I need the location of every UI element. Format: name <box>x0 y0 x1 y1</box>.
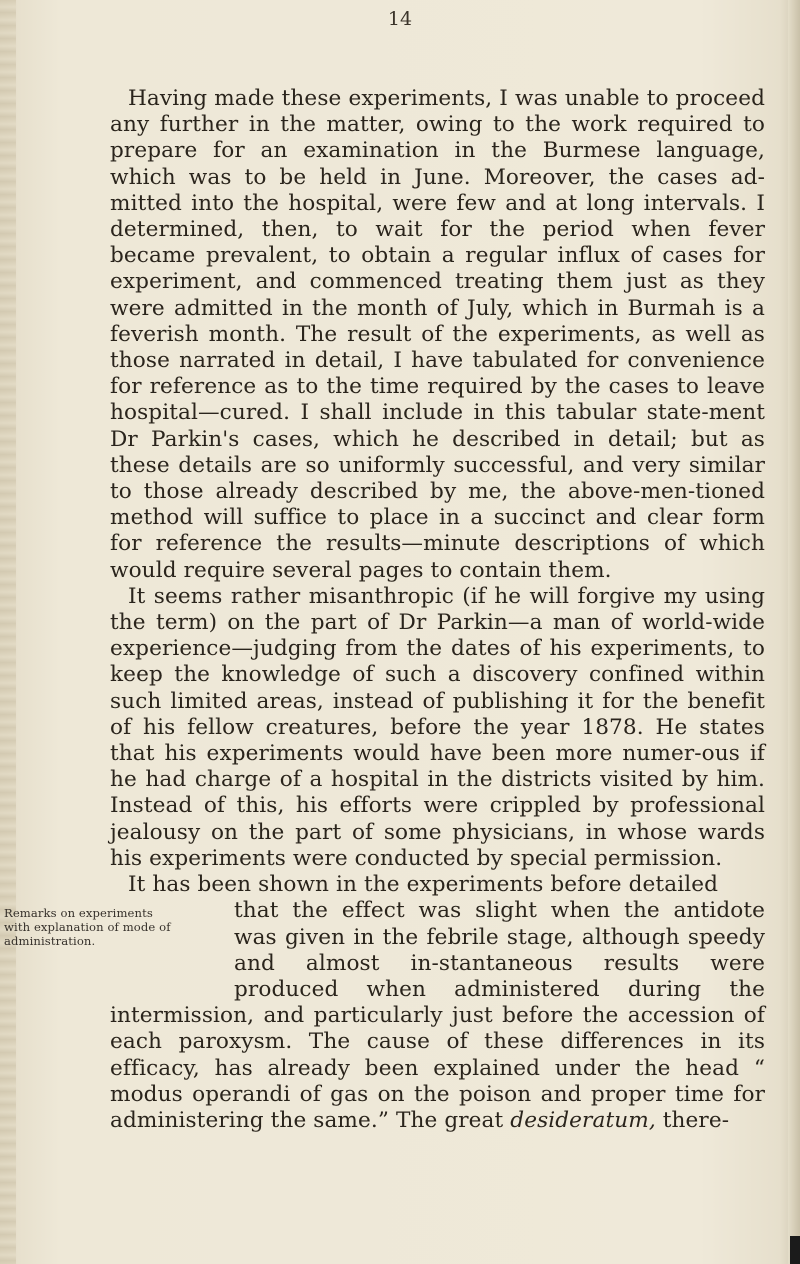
paragraph-3-lead: It has been shown in the experiments before detailed <box>128 872 719 898</box>
page-number: 14 <box>387 8 413 30</box>
paragraph-3-tail: there- <box>655 1107 730 1133</box>
marginal-note-line-3: administration. <box>4 934 96 949</box>
page-corner-mark <box>790 1236 800 1264</box>
paragraph-1: Having made these experiments, I was unable to proceed any further in the matter, owing to the work required to prepare for an examination in the Burmese language, which was to be held in June. Moreover, the cases ad-mitted into the hospital, were few and at long intervals. I determined, then, to wait for the period when fever became prevalent, to obtain a regular influx of cases for experiment, and commenced treating them just as they were admitted in the month of July, which in Burmah is a feverish month. The result of the experiments, as well as those narrated in detail, I have tabulated for convenience for reference as to the time required by the cases to leave hospital—cured. I shall include in this tabular state-ment Dr Parkin's cases, which he described in detail; but as these details are so uniformly successful, and very similar to those already described by me, the above-men-tioned method will suffice to place in a succinct and clear form for reference the results—minute descriptions of which would require several pages to contain them. <box>110 86 765 583</box>
marginal-note-line-1: Remarks on experiments <box>4 906 153 921</box>
body-text <box>4 86 765 1134</box>
marginal-note <box>0 898 220 980</box>
paragraph-3-body: that the effect was slight when the antidote was given in the febrile stage, although speedy and almost in-stantaneous results were produced when administered during the intermission, and particularly just before the accession of each paroxysm. The cause of these differences in its efficacy, has already been explained under the head “ modus operandi of gas on the poison and proper time for administering the same.” The great <box>110 898 765 1133</box>
page-right-edge <box>788 0 800 1264</box>
paragraph-3 <box>4 898 765 1134</box>
paragraph-2: It seems rather misanthropic (if he will forgive my using the term) on the part of Dr Parkin—a man of world-wide experience—judging from the dates of his experiments, to keep the knowledge of such a discovery confined within such limited areas, instead of publishing it for the benefit of his fellow creatures, before the year 1878. He states that his experiments would have been more numer-ous if he had charge of a hospital in the districts visited by him. Instead of this, his efforts were crippled by professional jealousy on the part of some physicians, in whose wards his experiments were conducted by special permission. <box>110 583 765 871</box>
page-left-edge <box>0 0 16 1264</box>
paragraph-3-italic: desideratum, <box>510 1107 656 1133</box>
marginal-note-line-2: with explanation of mode of <box>4 920 171 935</box>
